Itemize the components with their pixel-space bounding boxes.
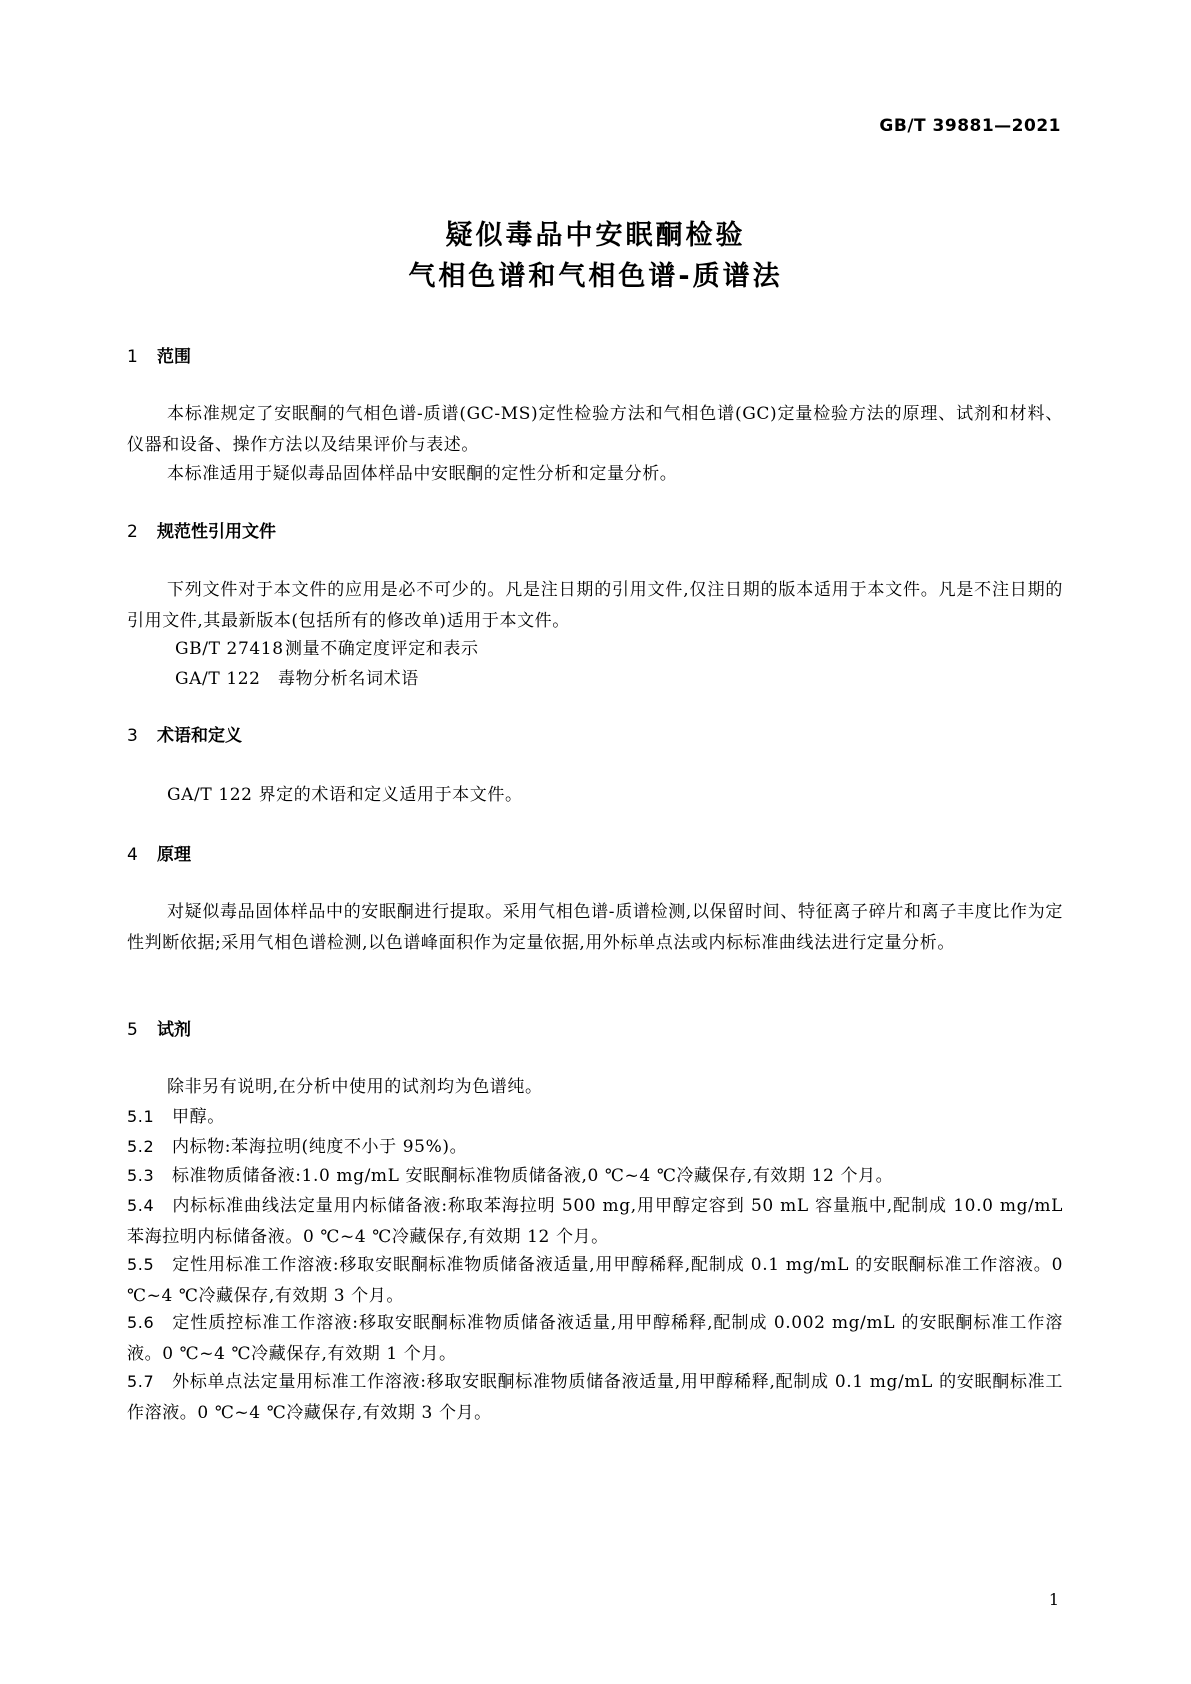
section-3-heading bbox=[127, 726, 242, 746]
section-4-paragraph-1: 对疑似毒品固体样品中的安眠酮进行提取。采用气相色谱-质谱检测,以保留时间、特征离子碎片和离子丰度比作为定性判断依据;采用气相色谱检测,以色谱峰面积作为定量依据,用外标单点法或内标标准曲线法进行定量分析。 bbox=[127, 902, 1063, 953]
page-number: 1 bbox=[1048, 1590, 1059, 1609]
item-number: 5.1 bbox=[127, 1107, 155, 1126]
section-4-heading bbox=[127, 845, 191, 865]
section-number: 2 bbox=[127, 522, 138, 542]
section-1-heading bbox=[127, 347, 191, 367]
reagent-item bbox=[127, 1307, 1063, 1370]
section-number: 4 bbox=[127, 845, 138, 865]
item-text: 标准物质储备液:1.0 mg/mL 安眠酮标准物质储备液,0 ℃~4 ℃冷藏保存,有效期 12 个月。 bbox=[172, 1166, 894, 1186]
section-2-paragraph-1: 下列文件对于本文件的应用是必不可少的。凡是注日期的引用文件,仅注日期的版本适用于本文件。凡是不注日期的引用文件,其最新版本(包括所有的修改单)适用于本文件。 bbox=[127, 580, 1063, 631]
section-3-paragraph-1: GA/T 122 界定的术语和定义适用于本文件。 bbox=[167, 785, 523, 805]
reagent-item bbox=[127, 1101, 1063, 1133]
item-text: 定性质控标准工作溶液:移取安眠酮标准物质储备液适量,用甲醇稀释,配制成 0.002 mg/mL 的安眠酮标准工作溶液。0 ℃~4 ℃冷藏保存,有效期 1 个月。 bbox=[127, 1313, 1063, 1364]
item-number: 5.3 bbox=[127, 1166, 155, 1185]
section-title: 范围 bbox=[157, 347, 191, 367]
section-5-paragraph-1: 除非另有说明,在分析中使用的试剂均为色谱纯。 bbox=[167, 1077, 543, 1097]
item-number: 5.5 bbox=[127, 1255, 155, 1274]
reagent-item bbox=[127, 1131, 1063, 1163]
item-number: 5.6 bbox=[127, 1313, 155, 1332]
normative-reference bbox=[175, 664, 419, 695]
document-title-line-2: 气相色谱和气相色谱-质谱法 bbox=[408, 261, 783, 292]
item-number: 5.2 bbox=[127, 1137, 155, 1156]
section-1-paragraph-1: 本标准规定了安眠酮的气相色谱-质谱(GC-MS)定性检验方法和气相色谱(GC)定量检验方法的原理、试剂和材料、仪器和设备、操作方法以及结果评价与表述。 bbox=[127, 404, 1063, 455]
section-5-heading bbox=[127, 1020, 191, 1040]
item-text: 内标标准曲线法定量用内标储备液:称取苯海拉明 500 mg,用甲醇定容到 50 mL 容量瓶中,配制成 10.0 mg/mL 苯海拉明内标储备液。0 ℃~4 ℃冷藏保存,有效期 12 个月。 bbox=[127, 1196, 1063, 1247]
reagent-item bbox=[127, 1190, 1063, 1253]
reference-title: 测量不确定度评定和表示 bbox=[285, 639, 479, 659]
reagent-item bbox=[127, 1160, 1063, 1192]
section-2-heading bbox=[127, 522, 276, 542]
section-1-paragraph-2: 本标准适用于疑似毒品固体样品中安眠酮的定性分析和定量分析。 bbox=[167, 464, 678, 484]
normative-reference bbox=[175, 634, 479, 665]
section-title: 原理 bbox=[157, 845, 191, 865]
reagent-item bbox=[127, 1249, 1063, 1312]
standard-number: GB/T 39881—2021 bbox=[879, 116, 1061, 136]
item-text: 内标物:苯海拉明(纯度不小于 95%)。 bbox=[172, 1137, 468, 1157]
item-text: 定性用标准工作溶液:移取安眠酮标准物质储备液适量,用甲醇稀释,配制成 0.1 mg/mL 的安眠酮标准工作溶液。0 ℃~4 ℃冷藏保存,有效期 3 个月。 bbox=[127, 1255, 1063, 1306]
section-number: 5 bbox=[127, 1020, 138, 1040]
item-text: 甲醇。 bbox=[172, 1107, 225, 1127]
section-number: 1 bbox=[127, 347, 138, 367]
document-title-line-1: 疑似毒品中安眠酮检验 bbox=[445, 220, 746, 251]
section-number: 3 bbox=[127, 726, 138, 746]
section-title: 规范性引用文件 bbox=[157, 522, 276, 542]
item-number: 5.4 bbox=[127, 1196, 155, 1215]
reference-title: 毒物分析名词术语 bbox=[278, 669, 419, 689]
reference-code: GB/T 27418 bbox=[175, 639, 284, 659]
reagent-item bbox=[127, 1366, 1063, 1429]
item-text: 外标单点法定量用标准工作溶液:移取安眠酮标准物质储备液适量,用甲醇稀释,配制成 0.1 mg/mL 的安眠酮标准工作溶液。0 ℃~4 ℃冷藏保存,有效期 3 个月。 bbox=[127, 1372, 1063, 1423]
item-number: 5.7 bbox=[127, 1372, 155, 1391]
section-title: 试剂 bbox=[157, 1020, 191, 1040]
section-title: 术语和定义 bbox=[157, 726, 242, 746]
reference-code: GA/T 122 bbox=[175, 669, 261, 689]
